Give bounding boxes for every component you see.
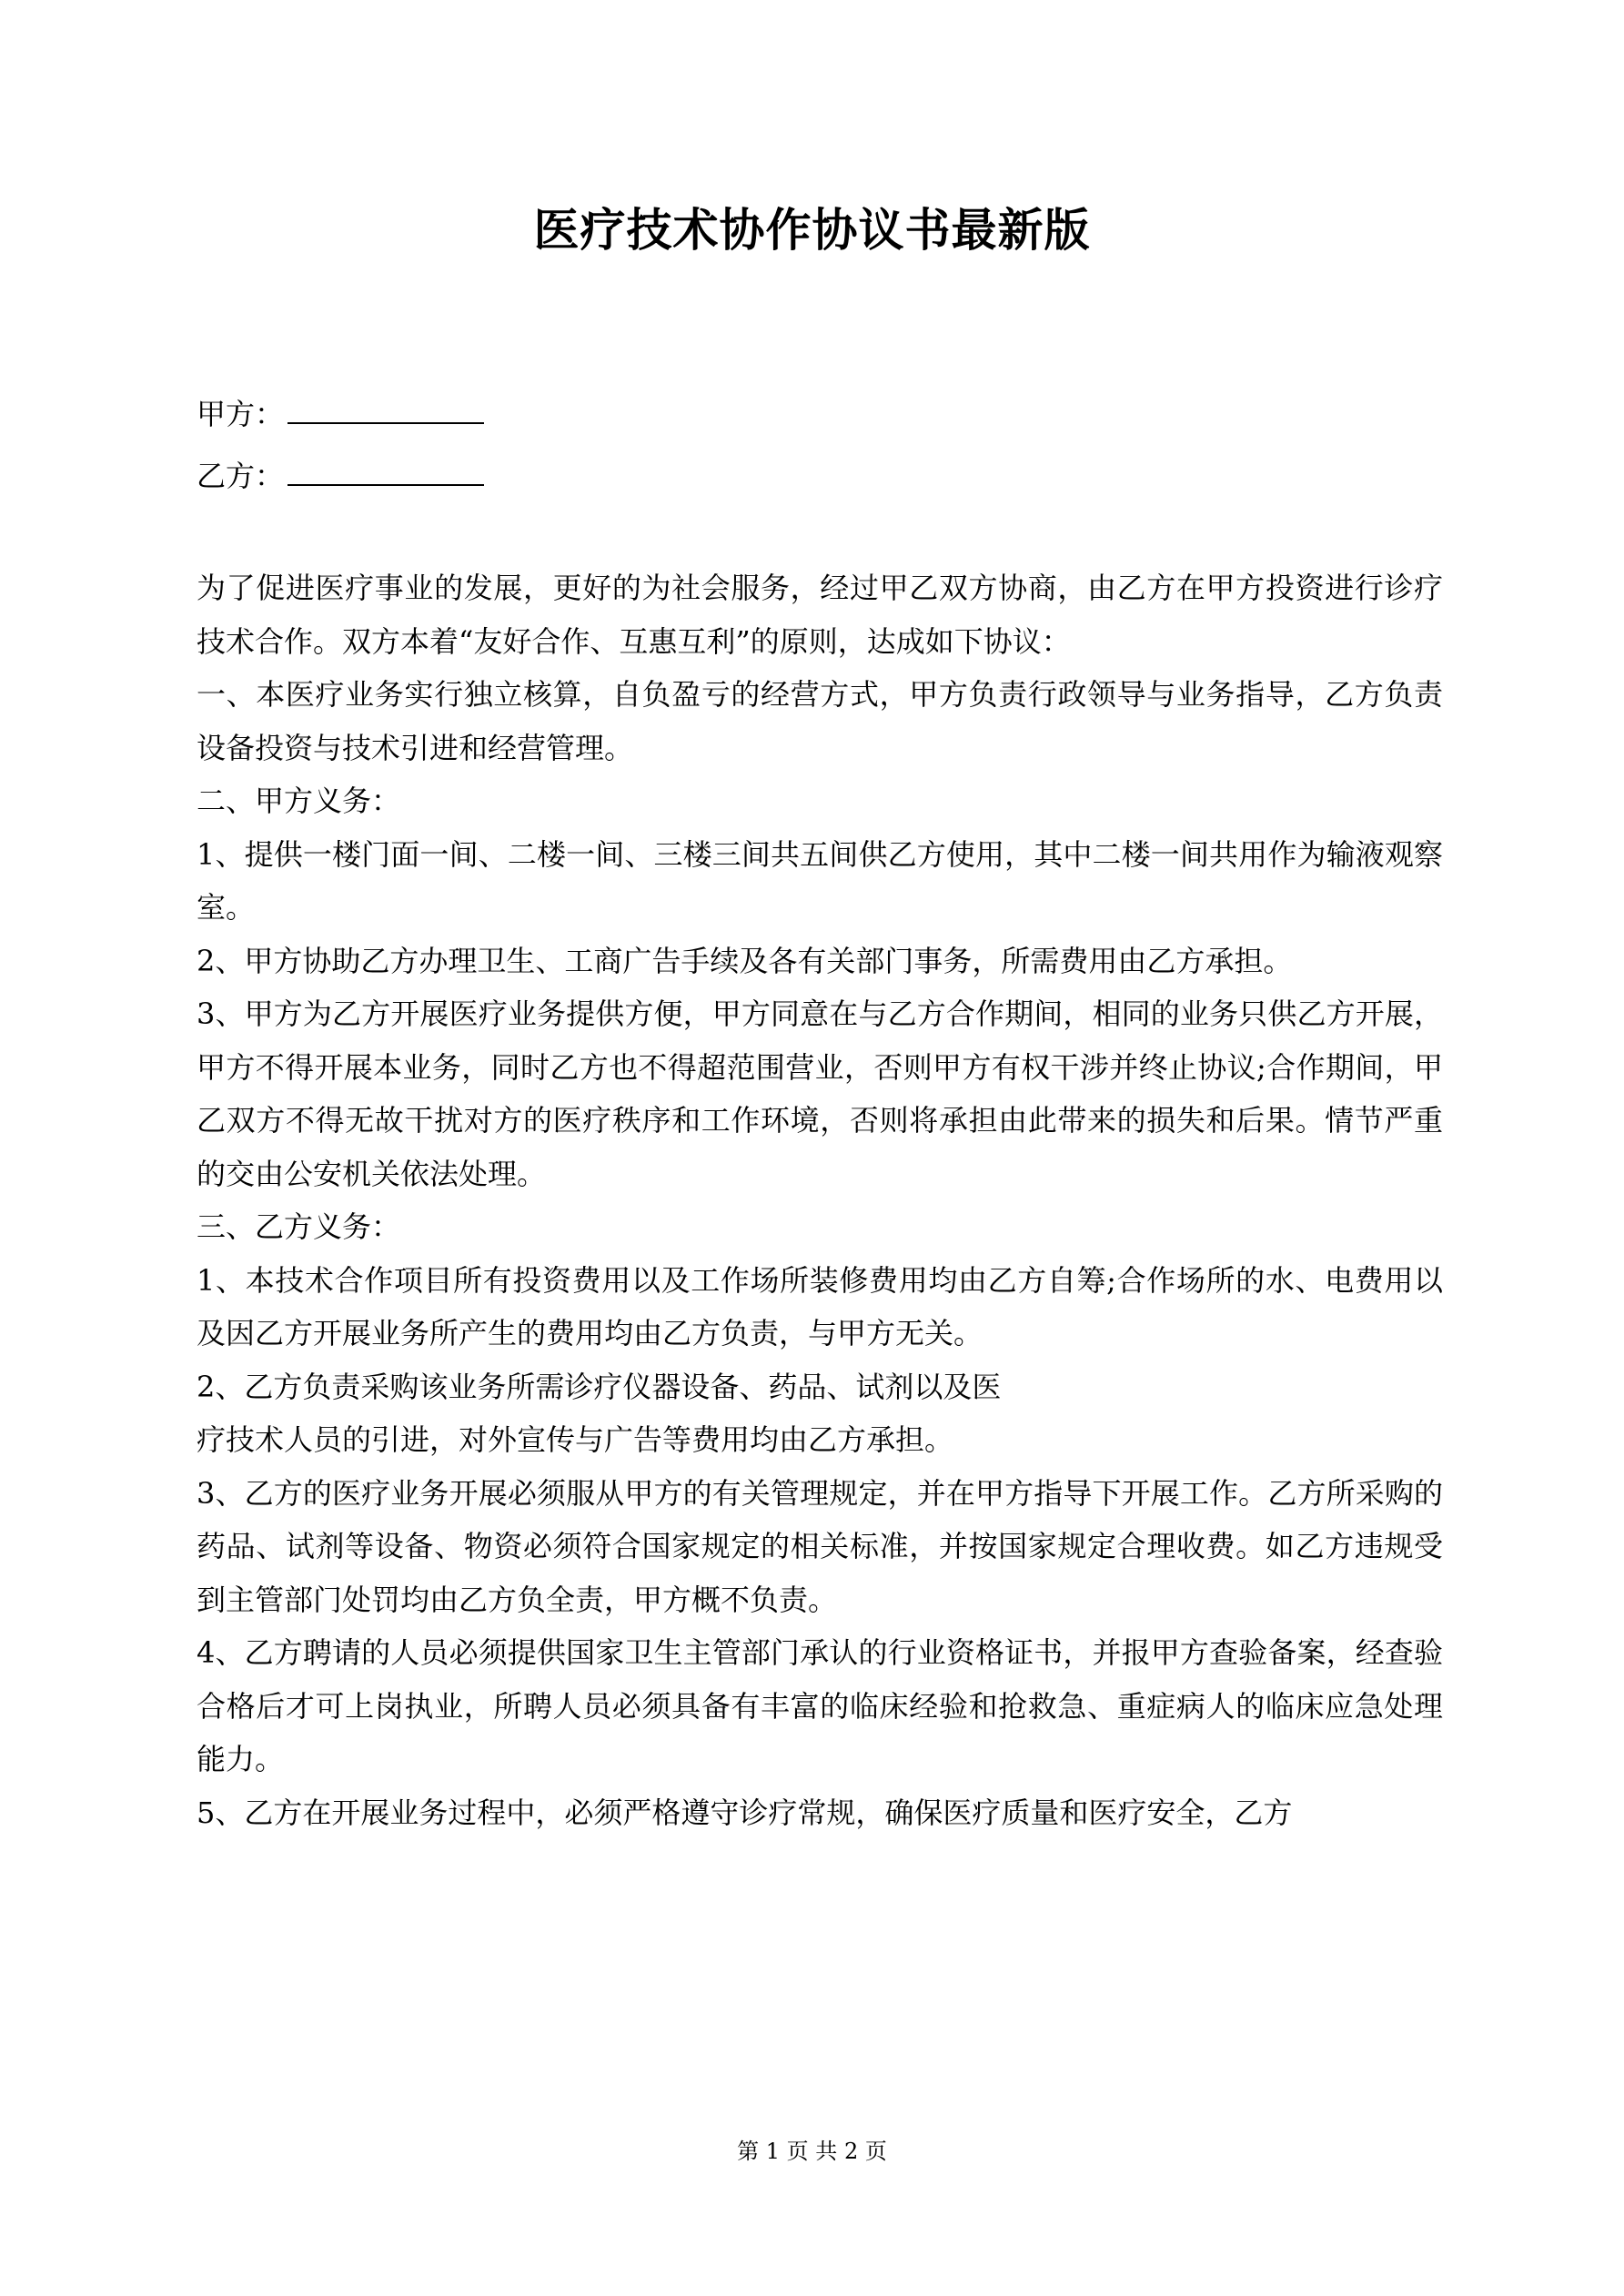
party-a-label: 甲方：: [197, 397, 285, 431]
paragraph-party-a-item-1: 1、提供一楼门面一间、二楼一间、三楼三间共五间供乙方使用，其中二楼一间共用作为输液观察室。: [197, 836, 1443, 925]
paragraph-party-b-item-3: 3、乙方的医疗业务开展必须服从甲方的有关管理规定，并在甲方指导下开展工作。乙方所采购的药品、试剂等设备、物资必须符合国家规定的相关标准，并按国家规定合理收费。如乙方违规受到主管部门处罚均由乙方负全责，甲方概不负责。: [197, 1475, 1443, 1617]
paragraph-section-1: 一、本医疗业务实行独立核算，自负盈亏的经营方式，甲方负责行政领导与业务指导，乙方负责设备投资与技术引进和经营管理。: [197, 677, 1443, 765]
party-a-blank: [287, 395, 484, 424]
paragraph-party-b-item-2-line-1: 2、乙方负责采购该业务所需诊疗仪器设备、药品、试剂以及医: [197, 1369, 1002, 1404]
party-b-blank: [287, 457, 484, 486]
paragraph-party-a-item-2: 2、甲方协助乙方办理卫生、工商广告手续及各有关部门事务，所需费用由乙方承担。: [197, 943, 1293, 978]
paragraph-party-b-item-5: 5、乙方在开展业务过程中，必须严格遵守诊疗常规，确保医疗质量和医疗安全，乙方: [197, 1795, 1293, 1830]
agreement-body: [197, 561, 1443, 1839]
heading-party-b-obligations: 三、乙方义务：: [197, 1209, 401, 1244]
page-footer: 第 1 页 共 2 页: [737, 2139, 887, 2164]
heading-party-a-obligations: 二、甲方义务：: [197, 784, 401, 818]
paragraph-intro: 为了促进医疗事业的发展，更好的为社会服务，经过甲乙双方协商，由乙方在甲方投资进行诊疗技术合作。双方本着“友好合作、互惠互利”的原则，达成如下协议：: [197, 571, 1443, 659]
party-b-line: [197, 450, 484, 501]
paragraph-party-b-item-2-line-2: 疗技术人员的引进，对外宣传与广告等费用均由乙方承担。: [197, 1422, 954, 1457]
paragraph-party-b-item-1: 1、本技术合作项目所有投资费用以及工作场所装修费用均由乙方自筹;合作场所的水、电费用以及因乙方开展业务所产生的费用均由乙方负责，与甲方无关。: [197, 1262, 1443, 1350]
paragraph-party-a-item-3: 3、甲方为乙方开展医疗业务提供方便，甲方同意在与乙方合作期间，相同的业务只供乙方开展，甲方不得开展本业务，同时乙方也不得超范围营业，否则甲方有权干涉并终止协议;合作期间，甲乙双方不得无故干扰对方的医疗秩序和工作环境，否则将承担由此带来的损失和后果。情节严重的交由公安机关依法处理。: [197, 996, 1443, 1191]
party-a-line: [197, 389, 484, 440]
paragraph-party-b-item-4: 4、乙方聘请的人员必须提供国家卫生主管部门承认的行业资格证书，并报甲方查验备案，经查验合格后才可上岗执业，所聘人员必须具备有丰富的临床经验和抢救急、重症病人的临床应急处理能力。: [197, 1635, 1443, 1776]
document-title: 医疗技术协作协议书最新版: [533, 203, 1091, 257]
party-b-label: 乙方：: [197, 459, 285, 493]
